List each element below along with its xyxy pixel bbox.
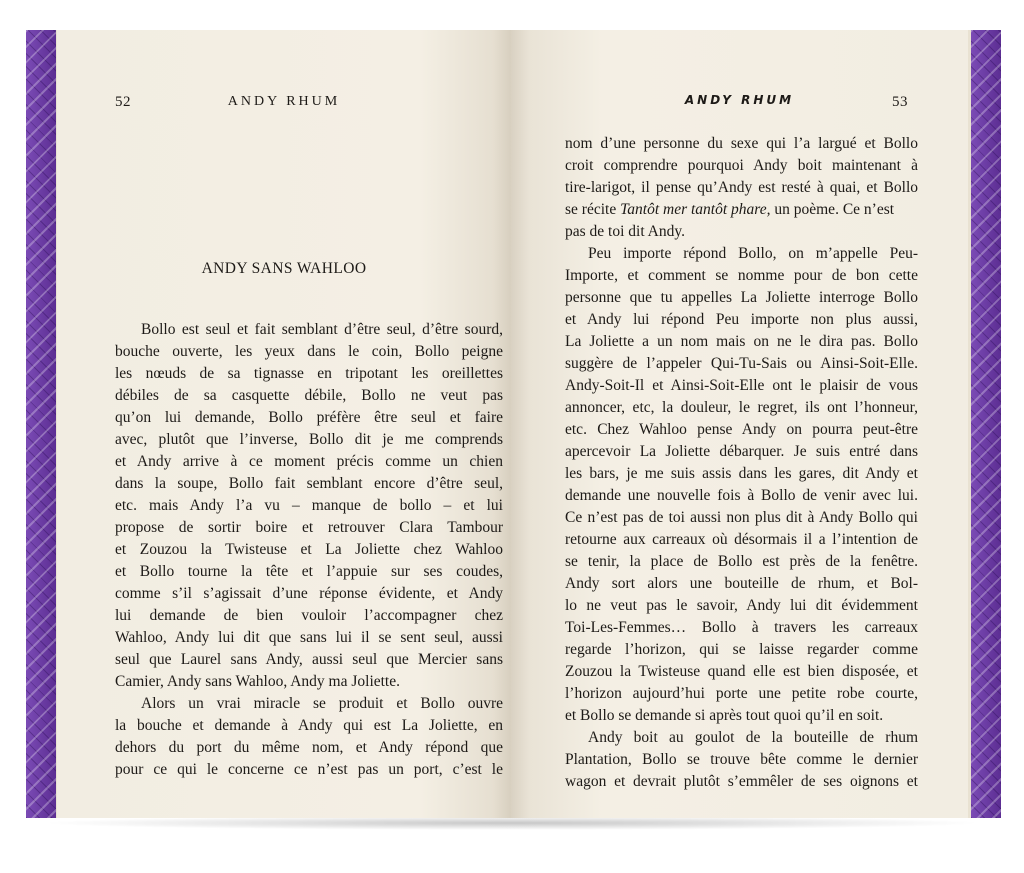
running-head-left: ANDY RHUM — [227, 94, 341, 109]
text-line: nom d’une personne du sexe qui l’a largué et Bollo — [565, 135, 918, 152]
text-line: Bollo est seul et fait semblant d’être seul, d’être sourd, — [141, 321, 503, 338]
text-line: suggère de l’appeler Qui-Tu-Sais ou Ainsi-Soit-Elle. — [565, 355, 918, 372]
text-line-mixed — [565, 199, 918, 221]
text-line: Zouzou la Twisteuse quand elle est bien disposée, et — [565, 663, 918, 680]
text-line: Andy sort alors une bouteille de rhum, et Bol- — [565, 575, 918, 592]
left-page-edge — [26, 30, 59, 818]
poem-title: Tantôt mer tantôt phare, — [620, 201, 771, 218]
text-line: croit comprendre pourquoi Andy boit maintenant à — [565, 157, 918, 174]
text-line: Ce n’est pas de toi aussi non plus dit à Andy Bollo qui — [565, 509, 918, 526]
text-line: Camier, Andy sans Wahloo, Andy ma Joliette. — [115, 673, 400, 690]
text-line: les bars, je me suis assis dans les gares, dit Andy et — [565, 465, 918, 482]
text-line: Andy-Soit-Il et Ainsi-Soit-Elle ont le plaisir de vous — [565, 377, 918, 394]
text-line: lo ne veut pas le savoir, Andy lui dit évidemment — [565, 597, 918, 614]
text-line: La Joliette a un nom mais on ne le dira pas. Bollo — [565, 333, 918, 350]
text-line: l’horizon aujourd’hui porte une petite robe courte, — [565, 685, 918, 702]
text-line: comme s’il s’agissait d’une réponse évidente, et Andy — [115, 585, 503, 602]
text-line: demande une nouvelle fois à Bollo de venir avec lui. — [565, 487, 918, 504]
text-line: dehors du port du même nom, et Andy répond que — [115, 739, 503, 756]
text-line: apercevoir La Joliette débarquer. Je suis entré dans — [565, 443, 918, 460]
text-line: Andy boit au goulot de la bouteille de rhum — [588, 729, 918, 746]
text-line: qu’on lui demande, Bollo préfère être seul et faire — [115, 409, 503, 426]
text-line: retourne aux carreaux où désormais il a l’intention de — [565, 531, 918, 548]
text-line: seul que Laurel sans Andy, aussi seul que Mercier sans — [115, 651, 503, 668]
text-line: etc. mais Andy l’a vu – manque de bollo – et lui — [115, 497, 503, 514]
text-line: propose de sortir boire et retrouver Clara Tambour — [115, 519, 503, 536]
text-line: et Zouzou la Twisteuse et La Joliette chez Wahloo — [115, 541, 503, 558]
page-number-left: 52 — [115, 94, 131, 110]
text-line: avec, plutôt que l’inverse, Bollo dit je me comprends — [115, 431, 503, 448]
text-line: pour ce qui le concerne ce n’est pas un port, c’est le — [115, 761, 503, 778]
text-segment: un poème. Ce n’est — [774, 201, 895, 218]
text-line: bouche ouverte, les yeux dans le coin, Bollo peigne — [115, 343, 503, 360]
text-line: tire-larigot, il pense qu’Andy est resté à quai, et Bollo — [565, 179, 918, 196]
text-line: wagon et devrait plutôt s’emmêler de ses oignons et — [565, 773, 918, 790]
right-page — [511, 30, 968, 818]
text-line: la bouche et demande à Andy qui est La Joliette, en — [115, 717, 503, 734]
text-line: débiles de sa casquette débile, Bollo ne veut pas — [115, 387, 503, 404]
text-line: les nœuds de sa tignasse en tripotant les oreillettes — [115, 365, 503, 382]
page-number-right: 53 — [892, 94, 908, 110]
text-line: Peu importe répond Bollo, on m’appelle Peu- — [588, 245, 918, 262]
text-line: regarde l’horizon, qui se laisse regarder comme — [565, 641, 918, 658]
text-segment: se récite — [565, 201, 617, 218]
text-line: et Bollo se demande si après tout quoi qu’il en soit. — [565, 707, 884, 724]
text-line: Toi-Les-Femmes… Bollo à travers les carreaux — [565, 619, 918, 636]
text-line: pas de toi dit Andy. — [565, 223, 685, 240]
text-line: Importe, et comment se nomme pour de bon cette — [565, 267, 918, 284]
text-line: et Andy arrive à ce moment précis comme un chien — [115, 453, 503, 470]
text-line: lui demande de bien vouloir l’accompagner chez — [115, 607, 503, 624]
text-line: dans la soupe, Bollo fait semblant encore d’être seul, — [115, 475, 503, 492]
text-line: Alors un vrai miracle se produit et Bollo ouvre — [141, 695, 503, 712]
text-line: annoncer, etc, la douleur, le regret, ils ont l’honneur, — [565, 399, 918, 416]
right-page-edge — [968, 30, 1001, 818]
book-shadow — [40, 816, 984, 830]
chapter-title: ANDY SANS WAHLOO — [201, 260, 367, 277]
text-line: personne que tu appelles La Joliette interroge Bollo — [565, 289, 918, 306]
text-line: et Bollo tourne la tête et l’appuie sur ses coudes, — [115, 563, 503, 580]
text-line: etc. Chez Wahloo pense Andy on pourra peut-être — [565, 421, 918, 438]
text-line: Plantation, Bollo se trouve bête comme le dernier — [565, 751, 918, 768]
text-line: se tenir, la place de Bollo est près de la fenêtre. — [565, 553, 918, 570]
text-line: et Andy lui répond Peu importe non plus aussi, — [565, 311, 918, 328]
running-head-right: ANDY RHUM — [684, 93, 795, 107]
left-page — [57, 30, 511, 818]
text-line: Wahloo, Andy lui dit que sans lui il se sent seul, aussi — [115, 629, 503, 646]
